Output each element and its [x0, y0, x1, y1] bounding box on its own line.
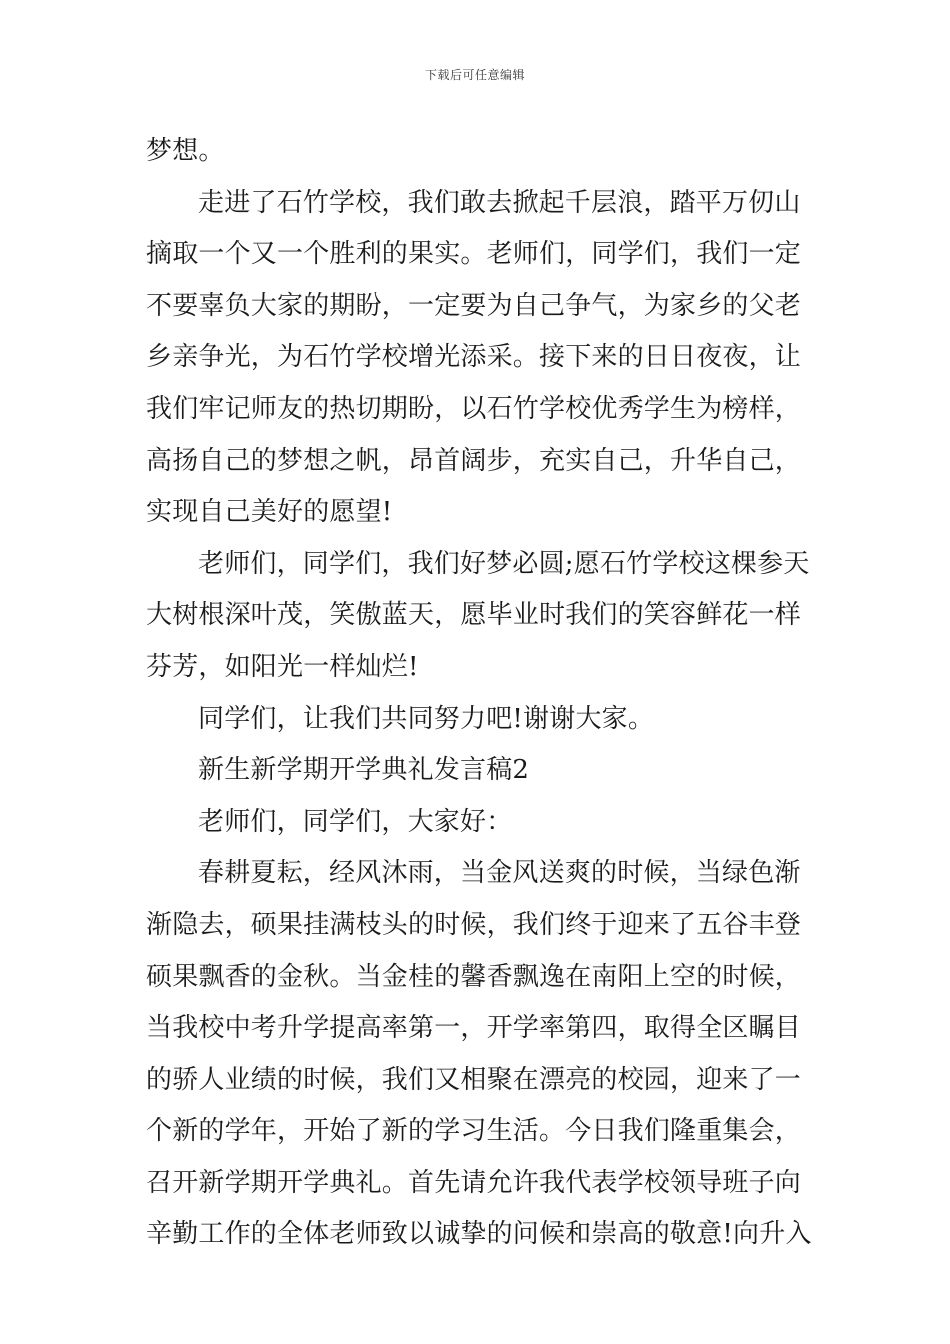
text-line: 走进了石竹学校，我们敢去掀起千层浪，踏平万仞山 [198, 187, 801, 218]
text-line: 我们牢记师友的热切期盼，以石竹学校优秀学生为榜样， [146, 393, 802, 424]
text-line: 同学们，让我们共同努力吧!谢谢大家。 [198, 703, 655, 734]
text-line: 硕果飘香的金秋。当金桂的馨香飘逸在南阳上空的时候， [146, 961, 802, 992]
text-line: 乡亲争光，为石竹学校增光添采。接下来的日日夜夜，让 [146, 342, 802, 373]
text-line: 芬芳，如阳光一样灿烂! [146, 651, 419, 682]
text-line: 梦想。 [146, 136, 225, 166]
text-line: 不要辜负大家的期盼，一定要为自己争气，为家乡的父老 [146, 290, 802, 321]
text-line: 当我校中考升学提高率第一，开学率第四，取得全区瞩目 [146, 1013, 802, 1044]
text-line: 的骄人业绩的时候，我们又相聚在漂亮的校园，迎来了一 [146, 1064, 802, 1095]
text-line: 老师们，同学们，我们好梦必圆;愿石竹学校这棵参天 [198, 548, 810, 579]
text-line: 老师们，同学们，大家好： [198, 806, 513, 837]
text-line: 新生新学期开学典礼发言稿2 [198, 755, 530, 786]
text-line: 高扬自己的梦想之帆，昂首阔步，充实自己，升华自己， [146, 445, 802, 476]
text-line: 召开新学期开学典礼。首先请允许我代表学校领导班子向 [146, 1167, 802, 1198]
text-line: 辛勤工作的全体老师致以诚挚的问候和崇高的敬意!向升入 [146, 1219, 812, 1250]
text-line: 春耕夏耘，经风沐雨，当金风送爽的时候，当绿色渐 [198, 858, 801, 889]
text-line: 实现自己美好的愿望! [146, 497, 393, 528]
document-body [146, 126, 811, 1261]
text-line: 渐隐去，硕果挂满枝头的时候，我们终于迎来了五谷丰登 [146, 909, 802, 940]
text-line: 个新的学年，开始了新的学习生活。今日我们隆重集会， [146, 1116, 802, 1147]
text-line: 摘取一个又一个胜利的果实。老师们，同学们，我们一定 [146, 239, 802, 270]
text-line: 大树根深叶茂，笑傲蓝天，愿毕业时我们的笑容鲜花一样 [146, 600, 802, 631]
page-header: 下载后可任意编辑 [424, 68, 525, 82]
